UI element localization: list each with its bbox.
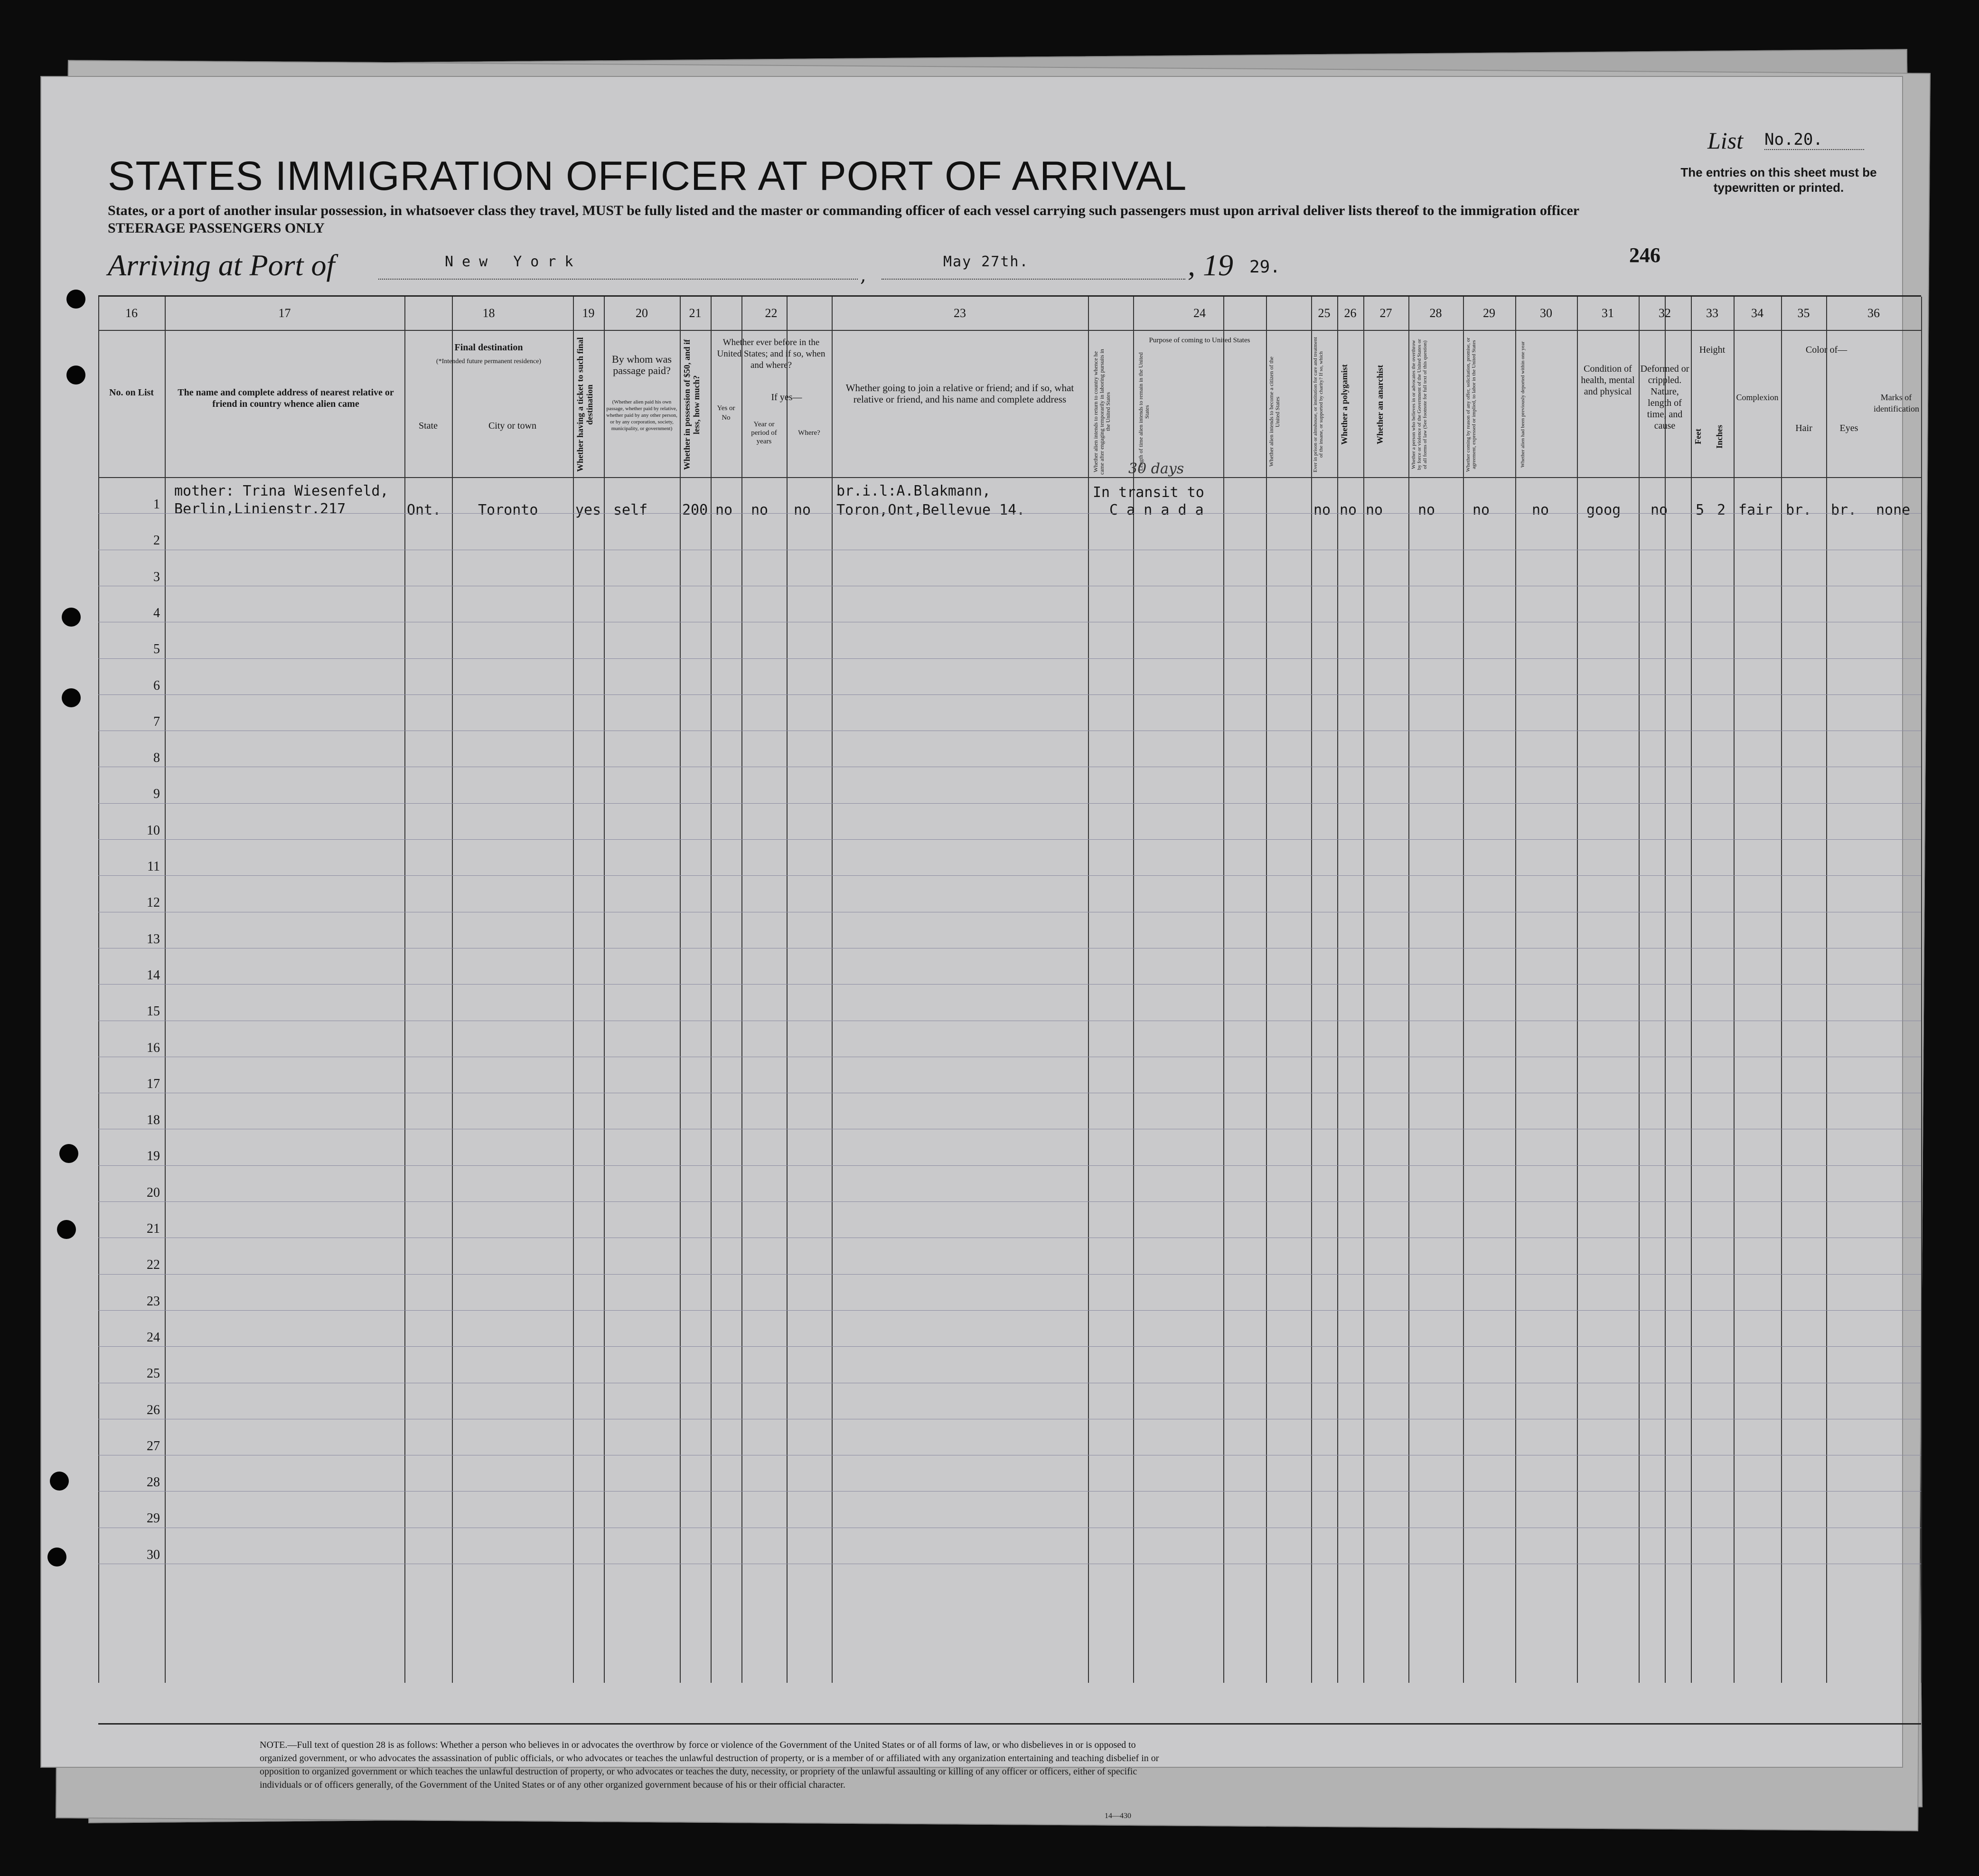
col-line [452, 297, 453, 1683]
punch-hole [62, 688, 81, 707]
header-color-of: Color of— [1805, 345, 1848, 355]
col-line [1266, 297, 1267, 1683]
col-line [1781, 297, 1782, 1683]
header-prison: Ever in prison or almshouse, or institution for care and treatment of the insane, or supported by charity? If so, which [1313, 337, 1324, 472]
entry-purpose-line1: In transit to [1093, 484, 1204, 501]
manifest-sheet [40, 76, 1919, 1820]
row-line [98, 839, 1921, 840]
form-number: 14—430 [1105, 1812, 1131, 1820]
row-number: 29 [147, 1511, 160, 1526]
colnum-26: 26 [1344, 306, 1357, 320]
header-purpose-citizen: Whether alien intends to become a citizen of the United States [1268, 356, 1281, 467]
header-inches: Inches [1715, 425, 1724, 449]
colnum-34: 34 [1751, 306, 1763, 320]
colnum-27: 27 [1379, 306, 1392, 320]
row-number: 9 [153, 787, 160, 802]
row-line [98, 694, 1921, 695]
row-number: 5 [153, 642, 160, 657]
row-number: 1 [153, 497, 160, 512]
col-line [165, 297, 166, 1683]
colnum-35: 35 [1797, 306, 1810, 320]
year-suffix: 29. [1249, 257, 1281, 277]
colnum-32: 32 [1659, 306, 1671, 320]
date-value: May 27th. [943, 253, 1029, 270]
entry-polygamist: no [1340, 502, 1357, 518]
col-line [741, 297, 742, 1683]
port-value: New York [445, 253, 582, 270]
row-number: 27 [147, 1438, 160, 1454]
entry-prison: no [1313, 502, 1331, 518]
row-number: 21 [147, 1221, 160, 1236]
row-line [98, 875, 1921, 876]
header-q28: Whether a person who believes in or advocates the overthrow by force or violence of the Government of the United States or of all forms of law (See footnote for full text of this question) [1411, 339, 1428, 470]
date-underline [882, 279, 1185, 280]
row-line [98, 1346, 1921, 1347]
header-money: Whether in possession of $50, and if less, how much? [682, 339, 701, 470]
colnum-21: 21 [689, 306, 702, 320]
entry-relative-line2: Berlin,Linienstr.217 [174, 501, 346, 517]
row-line [98, 1201, 1921, 1202]
col-line [1463, 297, 1464, 1683]
header-if-yes: If yes— [771, 392, 802, 403]
colnum-20: 20 [636, 306, 648, 320]
row-number: 15 [147, 1004, 160, 1019]
punch-hole [66, 366, 85, 385]
header-final-destination-sub: (*Intended future permanent residence) [436, 358, 542, 365]
list-label: List [1707, 127, 1744, 154]
row-number: 24 [147, 1330, 160, 1345]
col-line [1826, 297, 1827, 1683]
header-hair: Hair [1795, 423, 1812, 433]
colnum-25: 25 [1318, 306, 1331, 320]
row-number: 26 [147, 1402, 160, 1417]
header-height: Height [1699, 345, 1726, 355]
row-number: 2 [153, 533, 160, 548]
col-line [1408, 297, 1409, 1683]
entry-anarchist: no [1366, 502, 1383, 518]
row-line [98, 513, 1921, 514]
col-line [404, 297, 405, 1683]
header-health: Condition of health, mental and physical [1581, 364, 1635, 397]
colnum-30: 30 [1540, 306, 1552, 320]
colnum-29: 29 [1483, 306, 1495, 320]
header-polygamist: Whether a polygamist [1340, 364, 1349, 445]
row-number: 30 [147, 1547, 160, 1562]
header-complexion: Complexion [1736, 393, 1779, 402]
colnum-19: 19 [582, 306, 595, 320]
header-before-in-us: Whether ever before in the United States; and if so, when and where? [717, 338, 825, 370]
punch-hole [66, 290, 85, 309]
col-line [1639, 297, 1640, 1683]
col-line [1363, 297, 1364, 1683]
row-number: 23 [147, 1294, 160, 1309]
col-line [573, 297, 574, 1683]
col-line [1691, 297, 1692, 1683]
row-number: 28 [147, 1475, 160, 1490]
row-number: 10 [147, 823, 160, 838]
col-line [1734, 297, 1735, 1683]
entry-handwritten-purpose: 30 days [1128, 460, 1184, 477]
entry-eyes: br. [1831, 502, 1857, 518]
col-line [1088, 297, 1089, 1683]
punch-hole [47, 1548, 66, 1566]
row-number: 16 [147, 1040, 160, 1055]
entry-health: goog [1586, 502, 1621, 518]
row-number: 22 [147, 1257, 160, 1273]
col-line [680, 297, 681, 1683]
colnum-17: 17 [278, 306, 291, 320]
header-purpose: Purpose of coming to United States [1149, 337, 1250, 344]
entry-where: no [794, 502, 811, 518]
entry-money: 200 [682, 502, 708, 518]
entry-feet: 5 [1696, 502, 1705, 518]
header-divider-top [98, 330, 1921, 331]
entry-hair: br. [1786, 502, 1812, 518]
entry-deformed: no [1651, 502, 1668, 518]
header-deformed: Deformed or crippled. Nature, length of time, and cause [1640, 364, 1689, 431]
punch-hole [62, 608, 81, 627]
col-line [1921, 297, 1922, 1683]
row-line [98, 1165, 1921, 1166]
header-relative: The name and complete address of nearest relative or friend in country whence alien came [178, 387, 394, 409]
header-state: State [419, 421, 438, 431]
row-number: 14 [147, 967, 160, 983]
instruction-text: States, or a port of another insular possession, in whatsoever class they travel, MUST be fully listed and the master or commanding officer of each vessel carrying such passengers must upon arrival deliver lists thereof to the immigration officer [108, 203, 1580, 218]
header-offer: Whether coming by reason of any offer, solicitation, promise, or agreement, expressed or implied, to labor in the United States [1465, 338, 1477, 472]
entry-ticket: yes [575, 502, 601, 518]
entry-purpose-line2: C a n a d a [1109, 502, 1204, 518]
row-line [98, 1310, 1921, 1311]
row-line [98, 658, 1921, 659]
footnote: NOTE.—Full text of question 28 is as follows: Whether a person who believes in or advocates the overthrow by force or violence of the Government of the United States or of all forms of law, or who disbelieves in or is opposed to organized government, or who advocates the assassination of public officials, or who advocates or teaches the unlawful destruction of property, or is a member of or affiliated with any organization entertaining and teaching disbelief in or opposition to organized government or which teaches the unlawful destruction of property, or who advocates or teaches the duty, necessity, or propriety of the unlawful assaulting or killing of any officer or officers, either of specific individuals or of officers generally, of the Government of the United States or of any other organized government because of his or their official character. [260, 1740, 1159, 1790]
header-feet: Feet [1693, 429, 1703, 445]
header-join-relative: Whether going to join a relative or friend; and if so, what relative or friend, and his name and complete address [845, 382, 1074, 405]
punch-hole [59, 1144, 78, 1163]
entry-state: Ont. [407, 502, 441, 518]
manifest-table [98, 295, 1921, 1725]
header-where: Where? [798, 429, 820, 437]
entry-complexion: fair [1738, 502, 1773, 518]
entry-join-line2: Toron,Ont,Bellevue 14. [836, 502, 1025, 518]
col-line [711, 297, 712, 1683]
col-line [787, 297, 788, 1683]
entry-deported: no [1532, 502, 1549, 518]
header-period: Year or period of years [751, 421, 777, 445]
colnum-36: 36 [1867, 306, 1880, 320]
arriving-label: Arriving at Port of [108, 248, 335, 282]
header-city: City or town [488, 421, 537, 431]
header-purpose-return: Whether alien intends to return to country whence he came after engaging temporarily in laboring pursuits in the United States [1092, 349, 1111, 475]
header-no-on-list: No. on List [109, 387, 154, 398]
header-yes-no: Yes or No [717, 404, 735, 422]
header-purpose-length: Length of time alien intends to remain in the United States [1137, 352, 1150, 471]
row-number: 18 [147, 1113, 160, 1128]
entry-relative-line1: mother: Trina Wiesenfeld, [174, 483, 389, 499]
port-underline [378, 279, 858, 280]
entry-inches: 2 [1717, 502, 1726, 518]
row-number: 7 [153, 714, 160, 729]
col-line [1223, 297, 1224, 1683]
sheet-number: 246 [1629, 244, 1660, 267]
row-number: 3 [153, 569, 160, 584]
row-number: 4 [153, 605, 160, 620]
port-comma: , [860, 264, 866, 286]
col-line [832, 297, 833, 1683]
year-prefix: , 19 [1188, 248, 1233, 282]
punch-hole [50, 1472, 69, 1491]
page-title: STATES IMMIGRATION OFFICER AT PORT OF ARRIVAL [108, 153, 1187, 199]
col-line [1515, 297, 1516, 1683]
row-number: 20 [147, 1185, 160, 1200]
punch-hole [57, 1220, 76, 1239]
header-passage-paid: By whom was passage paid? [612, 353, 672, 376]
row-number: 11 [147, 859, 160, 874]
row-number: 19 [147, 1149, 160, 1164]
colnum-28: 28 [1429, 306, 1442, 320]
list-number: No.20. [1764, 130, 1864, 150]
header-divider-bottom [98, 477, 1921, 478]
col-line [1577, 297, 1578, 1683]
colnum-22: 22 [765, 306, 778, 320]
row-line [98, 803, 1921, 804]
row-line [98, 984, 1921, 985]
header-ticket: Whether having a ticket to such final destination [575, 337, 594, 472]
colnum-18: 18 [482, 306, 495, 320]
header-marks: Marks of identification [1874, 393, 1919, 413]
row-number: 13 [147, 931, 160, 947]
col-line [1337, 297, 1338, 1683]
col-line [1311, 297, 1312, 1683]
entry-before-us: no [715, 502, 733, 518]
row-number: 12 [147, 895, 160, 910]
steerage-label: STEERAGE PASSENGERS ONLY [108, 220, 325, 236]
row-number: 6 [153, 678, 160, 693]
entries-note: The entries on this sheet must be typewritten or printed. [1680, 165, 1877, 195]
entry-offer: no [1473, 502, 1490, 518]
colnum-23: 23 [954, 306, 966, 320]
row-number: 17 [147, 1076, 160, 1091]
colnum-16: 16 [125, 306, 138, 320]
entry-q28: no [1418, 502, 1435, 518]
header-anarchist: Whether an anarchist [1375, 365, 1385, 445]
row-line [98, 1274, 1921, 1275]
colnum-33: 33 [1706, 306, 1718, 320]
entry-marks: none [1876, 502, 1911, 518]
entry-period: no [751, 502, 769, 518]
header-passage-paid-sub: (Whether alien paid his own passage, whether paid by relative, whether paid by any other person, or by any corporation, society, municipality, or government) [606, 399, 677, 431]
entry-paid-by: self [613, 502, 648, 518]
colnum-31: 31 [1602, 306, 1614, 320]
header-final-destination: Final destination [454, 342, 523, 353]
col-line [604, 297, 605, 1683]
entry-join-line1: br.i.l:A.Blakmann, [836, 483, 991, 499]
colnum-24: 24 [1193, 306, 1206, 320]
header-deported: Whether alien had been previously deported within one year [1520, 341, 1526, 468]
row-number: 8 [153, 750, 160, 766]
row-number: 25 [147, 1366, 160, 1381]
header-eyes: Eyes [1839, 423, 1858, 433]
entry-city: Toronto [478, 502, 538, 518]
